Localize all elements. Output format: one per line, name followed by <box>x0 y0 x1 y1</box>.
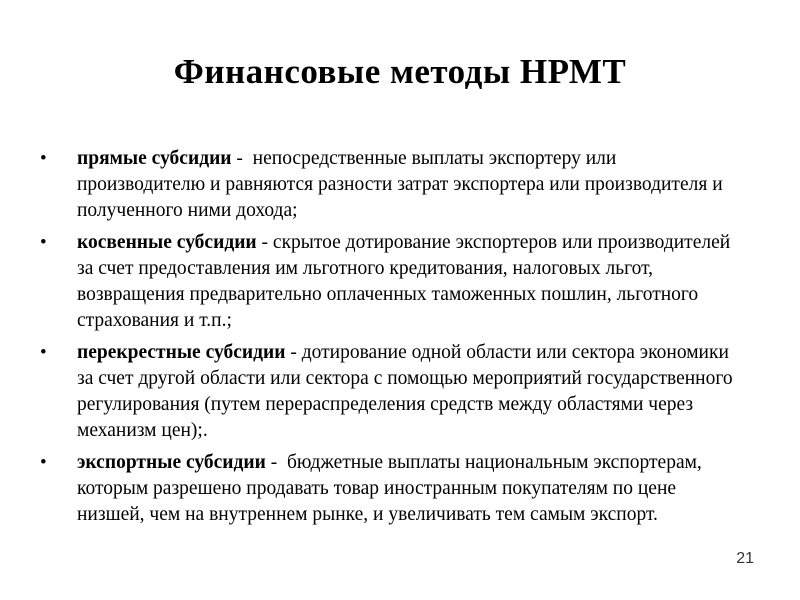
separator: - <box>265 452 287 473</box>
bullet-dot-icon: • <box>40 148 47 169</box>
separator: - <box>285 342 302 363</box>
separator: - <box>231 148 253 169</box>
bullet-dot-icon: • <box>40 342 47 363</box>
page-number: 21 <box>736 550 754 567</box>
bullet-dot-icon: • <box>40 232 47 253</box>
separator: - <box>256 232 273 253</box>
term: экспортные субсидии <box>77 452 266 473</box>
bullet-dot-icon: • <box>40 452 47 473</box>
definition: непосредственные выплаты экспортеру или производителю и равняются разности затрат экспортера или производителя и полученного ними дохода; <box>77 148 723 221</box>
term: перекрестные субсидии <box>77 342 286 363</box>
bullet-item-export-subsidies <box>40 450 740 528</box>
definition: дотирование одной области или сектора экономики за счет другой области или сектора с помощью мероприятий государственного регулирования (путем перераспределения средств между областями через механизм цен);. <box>77 342 733 441</box>
definition: бюджетные выплаты национальным экспортерам, которым разрешено продавать товар иностранным покупателям по цене низшей, чем на внутреннем рынке, и увеличивать тем самым экспорт. <box>77 452 702 525</box>
definition: скрытое дотирование экспортеров или производителей за счет предоставления им льготного кредитования, налоговых льгот, возвращения предварительно оплаченных таможенных пошлин, льготного страхования и т.п.; <box>77 232 731 331</box>
bullet-item-direct-subsidies <box>40 146 740 224</box>
bullet-item-indirect-subsidies <box>40 230 740 334</box>
slide-title: Финансовые методы НРМТ <box>173 52 627 91</box>
term: прямые субсидии <box>77 148 232 169</box>
term: косвенные субсидии <box>77 232 257 253</box>
bullet-list <box>40 146 740 534</box>
bullet-item-cross-subsidies <box>40 340 740 444</box>
